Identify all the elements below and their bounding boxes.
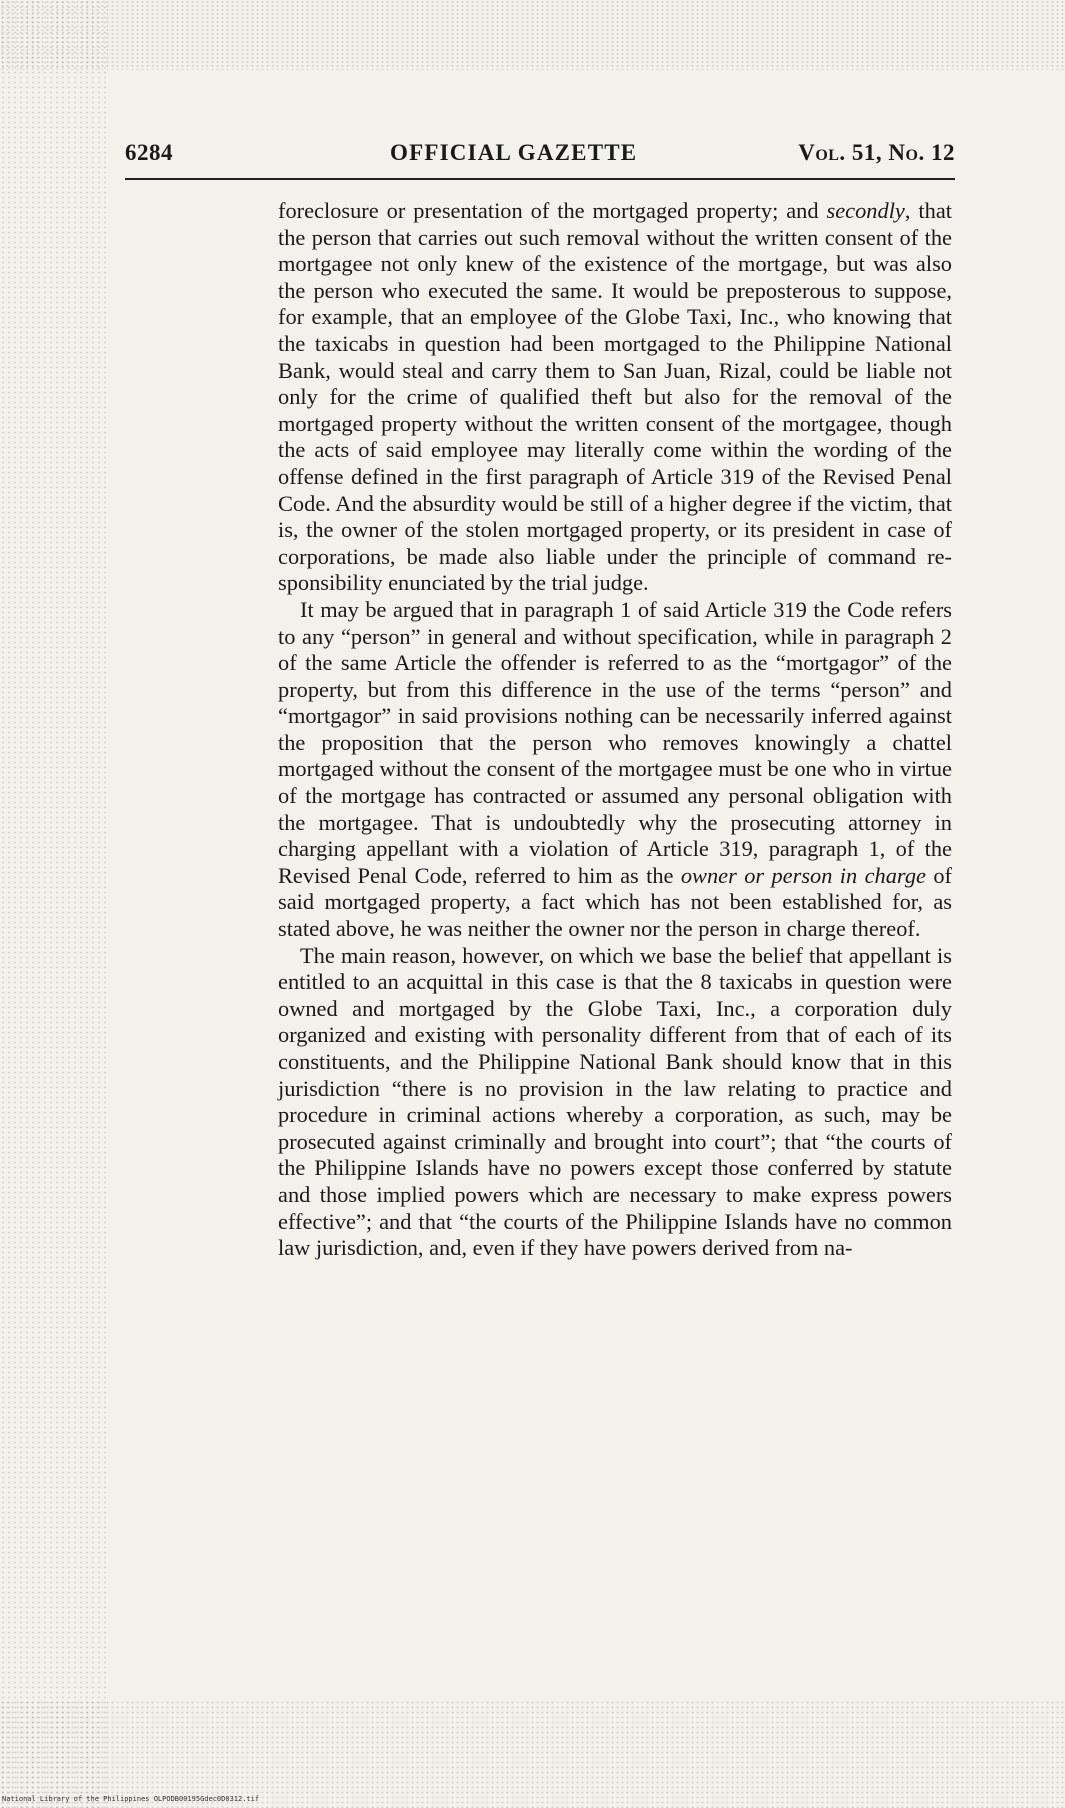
scan-noise-top [0,0,1065,70]
scan-noise-bottom [0,1700,1065,1808]
journal-title: OFFICIAL GAZETTE [390,140,638,165]
paragraph-2-text-b: of said mortgaged property, a fact which has not been established for, as stated above, he was neither the owner nor the person in charge thereof. [278,862,952,942]
body-text [278,198,952,1262]
paragraph-3-text-a: The main reason, however, on which we base the belief that appellant is entitled to an acquittal in this case is that the 8 taxicabs in question were owned and mortgaged by the Globe Taxi, Inc., a corporation duly organized and existing with personality different from that of each of its constituents, and the Philippine National Bank should know that in this jurisdiction “there is no provision in the law relating to practice and procedure in criminal actions whereby a corporation, as such, may be prosecuted against criminally and brought into court”; that “the courts of the Philippine Islands have no powers except those conferred by statute and those implied powers which are necessary to make express powers effective”; and that “the courts of the Philippine Islands have no common law jurisdiction, and, even if they have powers derived from na- [278,942,952,1261]
paragraph-3 [278,943,952,1262]
volume-number: Vol. 51, No. 12 [798,140,955,165]
header-rule [125,178,955,180]
scan-noise-left [0,0,110,1808]
paragraph-2-text-a: It may be argued that in paragraph 1 of said Article 319 the Code refers to any “person” in general and without specification, while in paragraph 2 of the same Article the offender is referred to as the “mortgagor” of the property, but from this difference in the use of the terms “person” and “mortgagor” in said provisions nothing can be necessarily inferred against the proposition that the person who removes knowingly a chattel mortgaged without the consent of the mortgagee must be one who in virtue of the mortgage has contracted or assumed any personal obligation with the mortgagee. That is undoubtedly why the prosecuting attorney in charging appellant with a violation of Article 319, paragraph 1, of the Revised Penal Code, referred to him as the [278,596,952,888]
paragraph-2 [278,597,952,943]
paragraph-2-emphasis: owner or person in charge [680,862,926,888]
paragraph-1-text-a: foreclosure or presentation of the mortgaged property; and [278,198,827,223]
paragraph-1-text-b: , that the person that carries out such removal without the written consent of the mortgagee not only knew of the existence of the mortgage, but was also the person who executed the same. It would be preposterous to suppose, for example, that an employee of the Globe Taxi, Inc., who knowing that the taxicabs in question had been mortgaged to the Philippine National Bank, would steal and carry them to San Juan, Rizal, could be liable not only for the crime of qualified theft but also for the removal of the mortgaged property without the written consent of the mortgagee, though the acts of said employee may literally come within the wording of the offense defined in the first paragraph of Article 319 of the Revised Penal Code. And the absurdity would be still of a higher degree if the victim, that is, the owner of the stolen mortgaged property, or its president in case of corporations, be made also liable under the principle of command responsibility enunciated by the trial judge. [278,198,952,596]
page-number: 6284 [125,140,173,165]
scan-footer-note: National Library of the Philippines OLPODB00195Gdec0D0312.tif [2,1795,260,1803]
paragraph-1 [278,198,952,597]
paragraph-1-emphasis: secondly [826,198,905,223]
running-header [125,136,955,176]
